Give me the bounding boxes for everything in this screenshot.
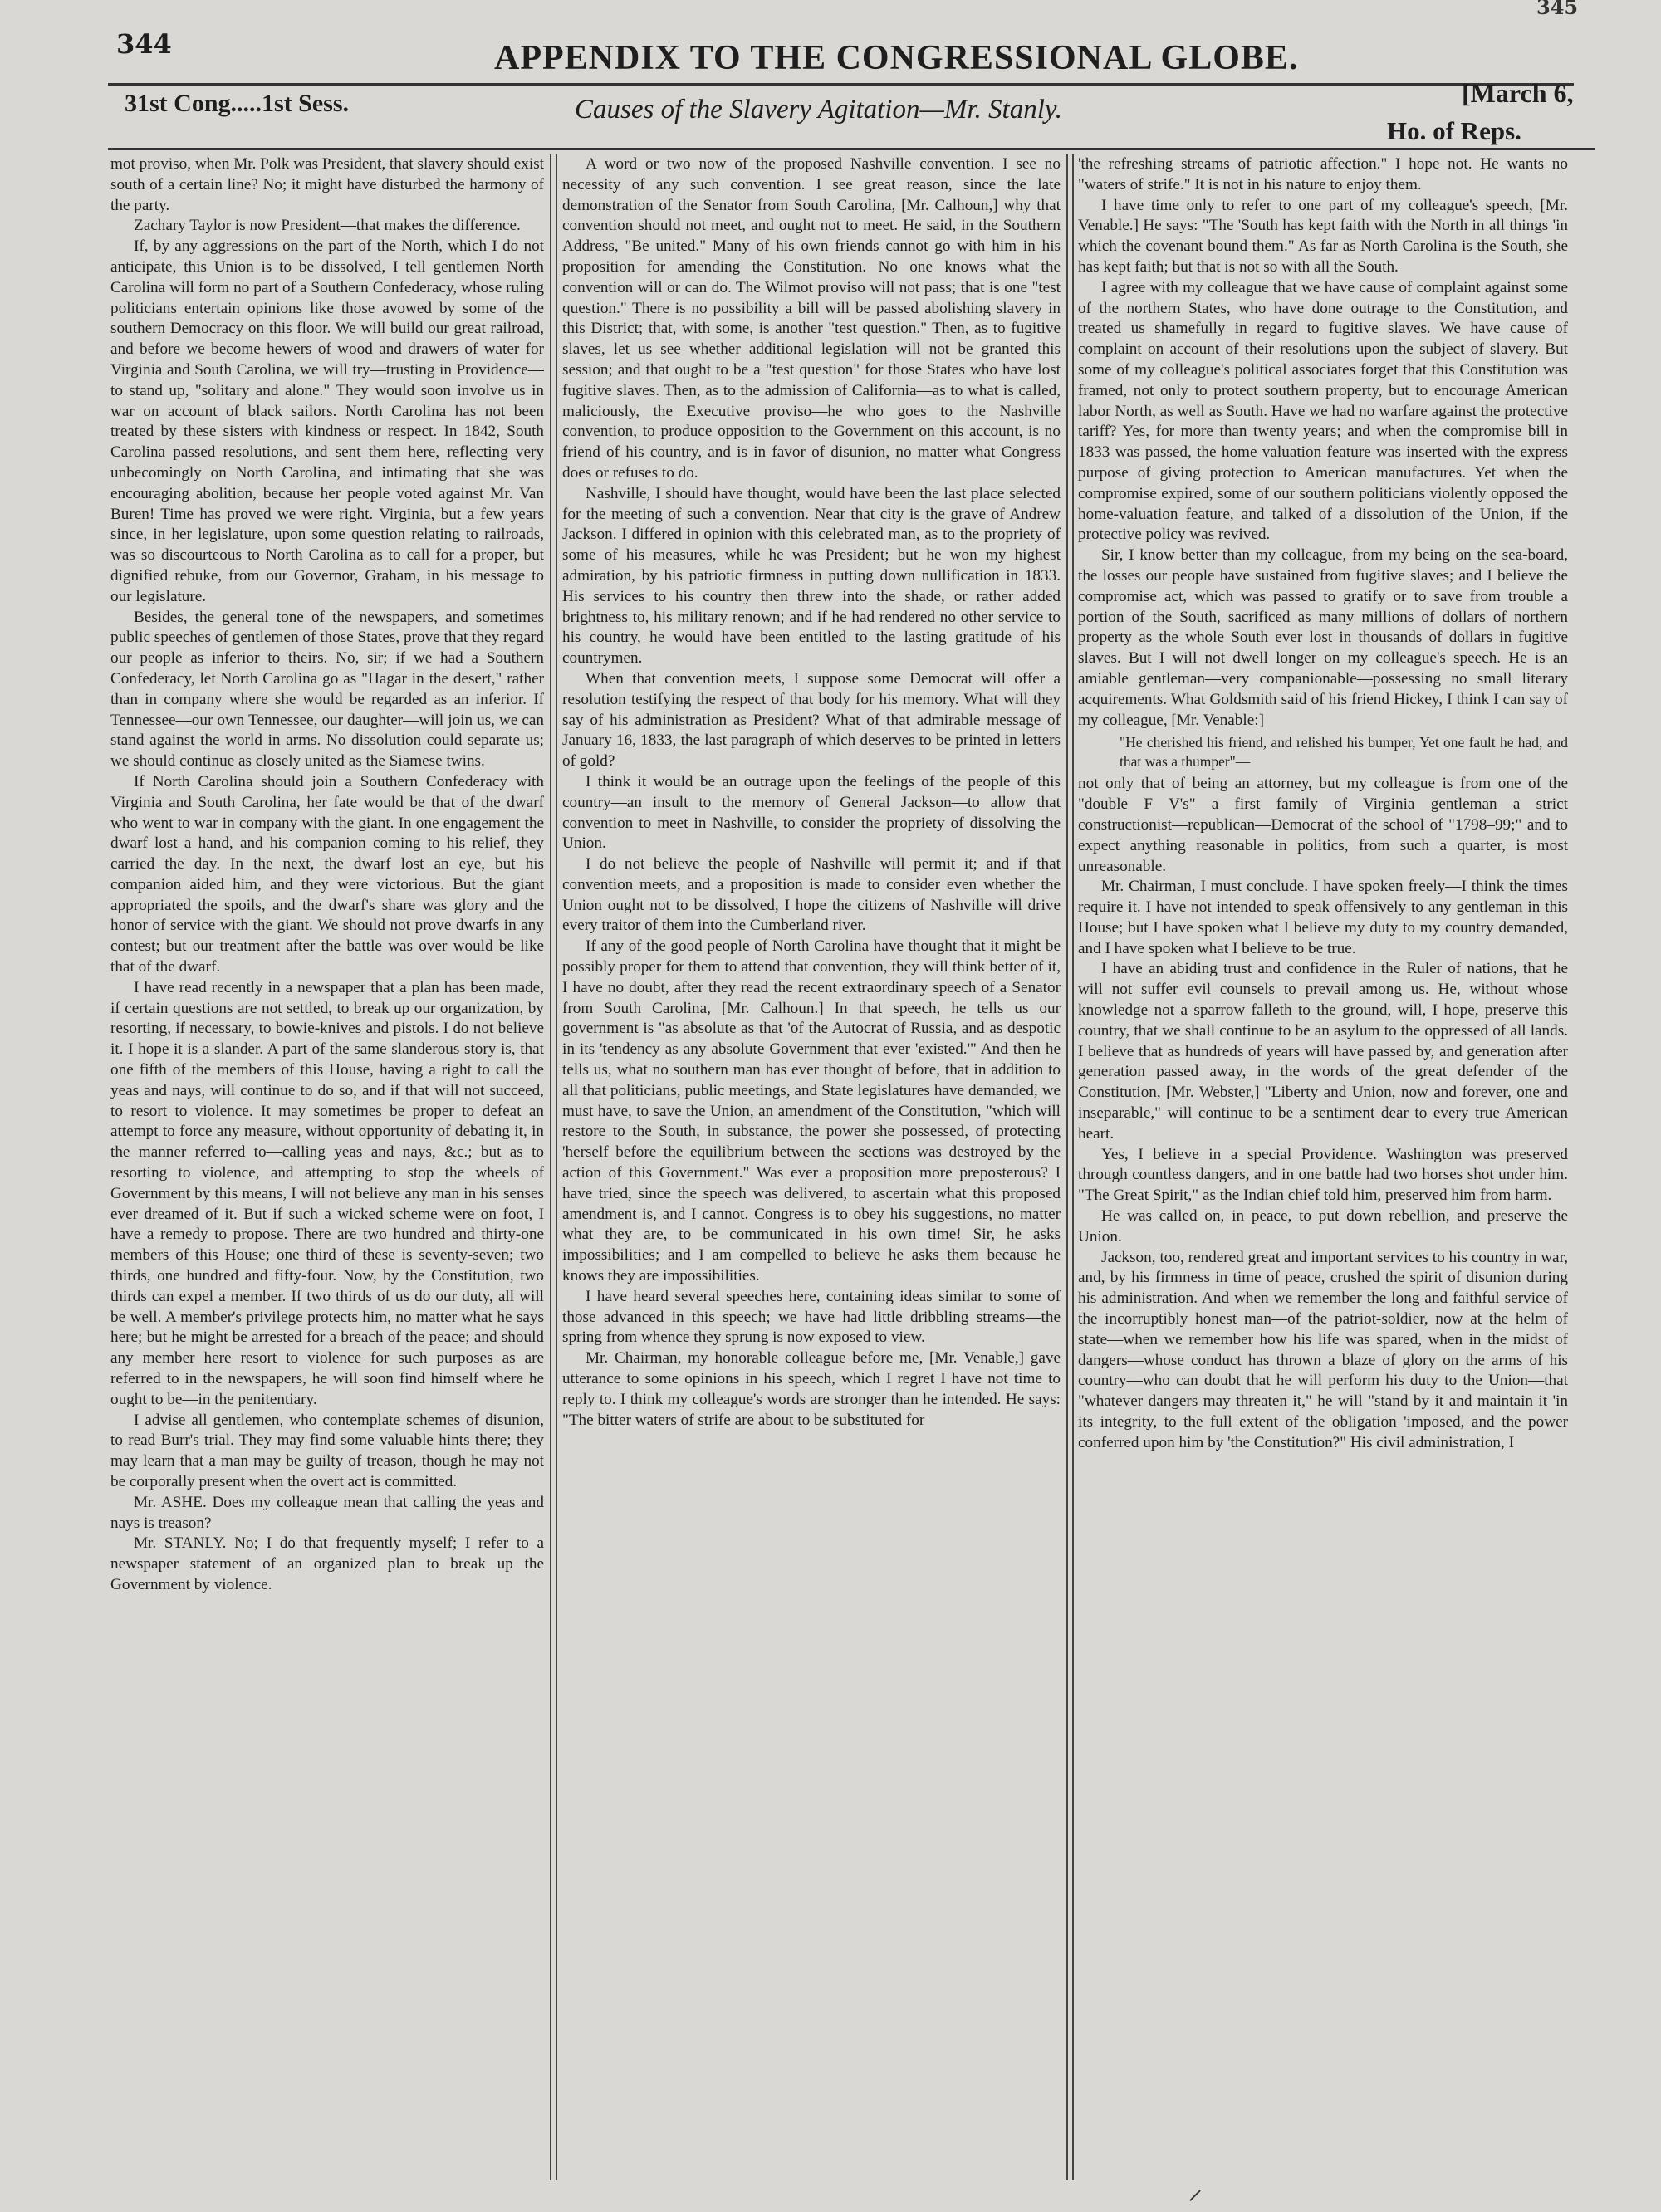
verse-quotation: "He cherished his friend, and relished his bumper, Yet one fault he had, and that was a thumper"—: [1120, 734, 1568, 771]
speech-subject: Causes of the Slavery Agitation—Mr. Stanly.: [575, 95, 1062, 125]
paragraph: Jackson, too, rendered great and important services to his country in war, and, by his firmness in time of peace, crushed the spirit of disunion during his administration. And when we remember the long and faithful service of the incorruptibly honest man—of the patriot-soldier, now at the helm of state—when we remember how his life was spared, when in the midst of dangers—whose conduct has thrown a blaze of glory on the arms of his country—who can doubt that he will perform his duty to the Union—that "whatever dangers may threaten it," he will "stand by it and maintain it 'in its integrity, to the full extent of the obligation 'imposed, and the power conferred upon him by 'the Constitution?" His civil administration, I: [1078, 1248, 1568, 1451]
paragraph: I have heard several speeches here, containing ideas similar to some of those advanced in this speech; we have had little dribbling streams—the spring from whence they sprung is now exposed to view.: [562, 1287, 1061, 1347]
column-right: [1078, 154, 1568, 2180]
paragraph: I have time only to refer to one part of my colleague's speech, [Mr. Venable.] He says: "The 'South has kept faith with the North in all things 'in which the covenant bound them." As far as North Carolina is the South, she has kept faith; but that is not so with all the South.: [1078, 196, 1568, 276]
page-number: 344: [116, 28, 172, 60]
column-left: [110, 154, 544, 2180]
paragraph: He was called on, in peace, to put down rebellion, and preserve the Union.: [1078, 1207, 1568, 1245]
paragraph: Nashville, I should have thought, would have been the last place selected for the meeting of such a convention. Near that city is the grave of Andrew Jackson. I differed in opinion with this celebrated man, as to the propriety of some of his measures, while he was President; but he won my highest admiration, by his patriotic firmness in putting down nullification in 1833. His services to his country then threw into the shade, or rather added brightness to, his military renown; and if he had rendered no other service to his country, he would have been entitled to the lasting gratitude of his countrymen.: [562, 484, 1061, 668]
paragraph: Mr. ASHE. Does my colleague mean that calling the yeas and nays is treason?: [110, 1493, 544, 1532]
paragraph: Sir, I know better than my colleague, from my being on the sea-board, the losses our people have sustained from fugitive slaves; and I believe the compromise act, which was passed to gratify or to save from trouble a portion of the South, sacrificed as many millions of dollars of northern property as the whole South ever lost in thousands of dollars in fugitive slaves. But I will not dwell longer on my colleague's speech. He is an amiable gentleman—very companionable—possessing no small literary acquirements. What Goldsmith said of his friend Hickey, I think I can say of my colleague, [Mr. Venable:]: [1078, 546, 1568, 729]
paragraph: If North Carolina should join a Southern Confederacy with Virginia and South Carolina, her fate would be that of the dwarf who went to war in company with the giant. In one engagement the dwarf lost a hand, and his companion coming to his relief, they carried the day. In the next, the dwarf lost an eye, but his companion aided him, and they were victorious. But the giant appropriated the spoils, and the dwarf's share was glory and the honor of service with the giant. We should not prove dwarfs in any contest; but our treatment after the battle was over would be like that of the dwarf.: [110, 772, 544, 976]
paragraph: Zachary Taylor is now President—that makes the difference.: [134, 217, 521, 235]
paragraph: If, by any aggressions on the part of the North, which I do not anticipate, this Union is to be dissolved, I tell gentlemen North Carolina will form no part of a Southern Confederacy, whose ruling politicians entertain opinions like those avowed by some of the southern Democracy on this floor. We will build our great railroad, and before we become hewers of wood and drawers of water for Virginia and South Carolina, we will try—trusting in Providence—to stand up, "solitary and alone." They would soon involve us in war on account of black sailors. North Carolina has not been treated by these sisters with kindness or respect. In 1842, South Carolina passed resolutions, and sent them here, reflecting very unbecomingly on North Carolina, and intimating that she was encouraging abolition, because her people voted against Mr. Van Buren! Time has proved we were right. Virginia, but a few years since, in her legislature, upon some question relating to railroads, was so discourteous to North Carolina as to call for a proper, but dignified rebuke, from our Governor, Graham, in his message to our legislature.: [110, 237, 544, 605]
next-page-number: 345: [1536, 0, 1579, 19]
house-label: Ho. of Reps.: [1387, 116, 1521, 145]
issue-date: [March 6,: [1462, 78, 1574, 108]
paragraph: I agree with my colleague that we have cause of complaint against some of the northern States, who have done outrage to the Constitution, and treated us shamefully in regard to fugitive slaves. We have cause of complaint on account of their resolutions upon the subject of slavery. But some of my colleague's political associates forget that this Constitution was framed, not only to protect southern property, but to encourage American labor North, as well as South. Have we had no warfare against the protective tariff? Yes, for more than twenty years; and when the compromise bill in 1833 was passed, the home valuation feature was inserted with the express purpose of giving protection to American manufactures. Yet when the compromise expired, some of our southern politicians violently opposed the home-valuation feature, and talked of a dissolution of the Union, if the protective policy was revived.: [1078, 278, 1568, 544]
paragraph: I do not believe the people of Nashville will permit it; and if that convention meets, and a proposition is made to consider even whether the Union ought not to be dissolved, I hope the citizens of Nashville will drive every traitor of them into the Cumberland river.: [562, 855, 1061, 935]
paragraph: I advise all gentlemen, who contemplate schemes of disunion, to read Burr's trial. They may find some valuable hints there; they may learn that a man may be guilty of treason, though he may not be corporally present when the overt act is committed.: [110, 1411, 544, 1490]
column-divider: [1066, 154, 1074, 2180]
column-middle: [562, 154, 1061, 2180]
paragraph: I think it would be an outrage upon the feelings of the people of this country—an insult to the memory of General Jackson—to allow that convention to meet in Nashville, to consider the propriety of dissolving the Union.: [562, 772, 1061, 853]
congress-session: 31st Cong.....1st Sess.: [125, 90, 350, 117]
paragraph: 'the refreshing streams of patriotic affection." I hope not. He wants no "waters of strife." It is not in his nature to enjoy them.: [1078, 155, 1568, 193]
paragraph: Yes, I believe in a special Providence. Washington was preserved through countless dangers, and in one battle had two horses shot under him. "The Great Spirit," as the Indian chief told him, preserved him from harm.: [1078, 1145, 1568, 1205]
paragraph: Mr. STANLY. No; I do that frequently myself; I refer to a newspaper statement of an organized plan to break up the Government by violence.: [110, 1534, 544, 1593]
paragraph: A word or two now of the proposed Nashville convention. I see no necessity of any such convention. I see great reason, since the late demonstration of the Senator from South Carolina, [Mr. Calhoun,] why that convention should not meet, and ought not to meet. He said, in the Southern Address, "Be united." Many of his own friends cannot go with him in his proposition for amending the Constitution. No one knows what the convention will or can do. The Wilmot proviso will not pass; that is one "test question." There is no possibility a bill will be passed abolishing slavery in this District; that, with some, is another "test question." Then, as to fugitive slaves, let us see whether additional legislation will not be granted this session; and that ought to be a "test question" for those States who have lost fugitive slaves. Then, as to the admission of California—as to what is called, maliciously, the Executive proviso—he who goes to the Nashville convention, to produce opposition to the Government on this account, is no friend of his country, and is in favor of disunion, no matter what Congress does or refuses to do.: [562, 155, 1061, 482]
paragraph: I have read recently in a newspaper that a plan has been made, if certain questions are not settled, to break up our organization, by resorting, if necessary, to bowie-knives and pistols. I do not believe it. I hope it is a slander. A part of the same slanderous story is, that one fifth of the members of this House, having a right to call the yeas and nays, will continue to do so, and if that will not succeed, to resort to violence. It may sometimes be proper to defeat an attempt to force any measure, without opportunity of debating it, in the manner referred to—calling yeas and nays, &c.; but as to resorting to violence, and attempting to stop the wheels of Government by this means, I will not believe any man in his senses ever dreamed of it. But if such a wicked scheme were on foot, I have a remedy to propose. There are two hundred and thirty-one members of this House; one third of these is seventy-seven; two thirds, one hundred and fifty-four. Now, by the Constitution, two thirds can expel a member. If two thirds of us do our duty, all will be well. A member's privilege protects him, no matter what he says here; but he might be arrested for a breach of the peace; and should any member here resort to violence for such purposes as are referred to in the newspapers, he will soon find himself where he ought to be—in the penitentiary.: [110, 978, 544, 1408]
paragraph: mot proviso, when Mr. Polk was President, that slavery should exist south of a certain line? No; it might have disturbed the harmony of the party.: [110, 155, 544, 214]
paragraph: When that convention meets, I suppose some Democrat will offer a resolution testifying the respect of that body for his memory. What will they say of his administration as President? What of that admirable message of January 16, 1833, the last paragraph of which deserves to be printed in letters of gold?: [562, 669, 1061, 771]
column-divider: [550, 154, 557, 2180]
header-rule-bottom: [108, 148, 1595, 150]
masthead-title: APPENDIX TO THE CONGRESSIONAL GLOBE.: [494, 39, 1299, 77]
ink-mark-icon: ⸝: [1188, 2172, 1203, 2206]
paragraph: Besides, the general tone of the newspapers, and sometimes public speeches of gentlemen of those States, prove that they regard our people as inferior to theirs. No, sir; if we had a Southern Confederacy, let North Carolina go as "Hagar in the desert," rather than in company where she would be regarded as an inferior. If Tennessee—our own Tennessee, our daughter—will join us, we can stand against the world in arms. No dissolution could separate us; we should continue as closely united as the Siamese twins.: [110, 608, 544, 771]
paragraph: Mr. Chairman, I must conclude. I have spoken freely—I think the times require it. I have not intended to speak offensively to any gentleman in this House; but I have spoken what I believe my duty to my country demanded, and I have spoken what I believe to be true.: [1078, 878, 1568, 957]
paragraph: I have an abiding trust and confidence in the Ruler of nations, that he will not suffer evil counsels to prevail among us. He, without whose knowledge not a sparrow falleth to the ground, will, I hope, preserve this country, that we shall continue to be an asylum to the oppressed of all lands. I believe that as hundreds of years will have passed by, and generation after generation passed away, in the words of the great defender of the Constitution, [Mr. Webster,] "Liberty and Union, now and forever, one and inseparable," will continue to be a sentiment dear to every true American heart.: [1078, 960, 1568, 1143]
header-rule-top: [108, 83, 1574, 86]
paragraph: not only that of being an attorney, but my colleague is from one of the "double F V's"—a first family of Virginia gentleman—a strict constructionist—republican—Democrat of the school of "1798–99;" and to expect anything reasonable in politics, from such a quarter, is most unreasonable.: [1078, 775, 1568, 875]
paragraph: If any of the good people of North Carolina have thought that it might be possibly proper for them to attend that convention, they will think better of it, I have no doubt, after they read the recent extraordinary speech of a Senator from South Carolina, [Mr. Calhoun.] In that speech, he tells us our government is "as absolute as that 'of the Autocrat of Russia, and as despotic in its 'tendency as any absolute Government that ever 'existed.'" And then he tells us, what no southern man has ever thought of before, that in addition to all that politicians, public meetings, and State legislatures have demanded, we must have, to save the Union, an amendment of the Constitution, "which will restore to the South, in substance, the power she possessed, of protecting 'herself before the equilibrium between the sections was destroyed by the action of this Government." Was ever a proposition more preposterous? I have tried, since the speech was delivered, to ascertain what this proposed amendment is, and I cannot. Congress is to obey his suggestions, no matter what they are, to be communicated in his own time! Sir, he asks impossibilities; and I am compelled to believe he asks them because he knows they are impossibilities.: [562, 937, 1061, 1285]
paragraph: Mr. Chairman, my honorable colleague before me, [Mr. Venable,] gave utterance to some opinions in his speech, which I regret I have not time to reply to. I think my colleague's words are stronger than he intended. He says: "The bitter waters of strife are about to be substituted for: [562, 1349, 1061, 1429]
